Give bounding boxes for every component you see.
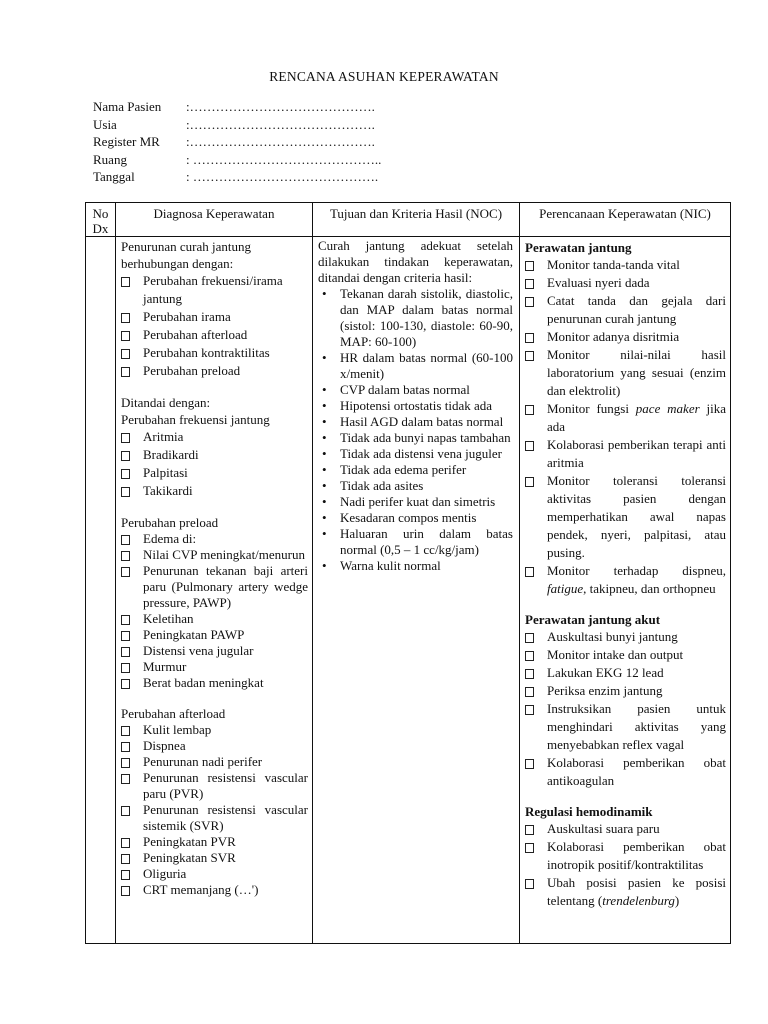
list-item	[318, 558, 513, 574]
item-text: Tidak ada edema perifer	[340, 462, 467, 477]
patient-info	[93, 98, 381, 186]
item-emphasis: pace maker	[635, 401, 700, 416]
group-title: Perubahan frekuensi jantung	[121, 412, 270, 427]
list-item	[121, 308, 308, 326]
list-item	[121, 362, 308, 380]
bullet-icon: •	[322, 446, 327, 461]
checkbox-icon	[525, 351, 534, 361]
info-value: : ……………………………………..	[186, 151, 382, 167]
care-plan-table	[85, 202, 731, 944]
item-text: Tekanan darah sistolik, diastolic, dan MAP dalam batas normal (sistol: 100-130, diastole: 60-90, MAP: 60-100)	[340, 286, 513, 349]
list-item	[121, 547, 308, 563]
item-text: Berat badan meningkat	[143, 675, 264, 690]
item-text: Hipotensi ortostatis tidak ada	[340, 398, 493, 413]
list-item	[525, 562, 726, 598]
info-row-nama	[93, 98, 381, 116]
item-text: Tidak ada distensi vena juguler	[340, 446, 502, 461]
list-item	[121, 834, 308, 850]
list-item	[525, 646, 726, 664]
item-text: Perubahan frekuensi/irama jantung	[143, 273, 283, 306]
list-item	[121, 722, 308, 738]
ditandai-label: Ditandai dengan:	[121, 395, 211, 410]
info-value: :…………………………………….	[186, 116, 375, 132]
header-nic: Perencanaan Keperawatan (NIC)	[520, 203, 731, 237]
list-item	[318, 398, 513, 414]
diagnosa-intro: berhubungan dengan:	[121, 256, 234, 271]
diagnosa-cell	[116, 237, 313, 944]
info-label: Ruang	[93, 151, 127, 167]
info-row-register	[93, 133, 381, 151]
bullet-icon: •	[322, 286, 327, 301]
group3-list	[121, 722, 308, 898]
no-dx-cell	[86, 237, 116, 944]
item-text: )	[674, 893, 680, 908]
noc-intro: Curah jantung adekuat setelah dilakukan tindakan keperawatan, ditandai dengan criteria hasil:	[318, 238, 513, 285]
list-item	[525, 436, 726, 472]
list-item	[121, 563, 308, 611]
info-label: Usia	[93, 116, 117, 132]
item-text: Perubahan afterload	[143, 327, 248, 342]
checkbox-icon	[121, 567, 130, 577]
list-item	[318, 430, 513, 446]
item-text: Kulit lembap	[143, 722, 212, 737]
header-noc: Tujuan dan Kriteria Hasil (NOC)	[313, 203, 520, 237]
checkbox-icon	[121, 886, 130, 896]
item-text: Oliguria	[143, 866, 187, 881]
nic-s3-list	[525, 820, 726, 874]
checkbox-icon	[525, 567, 534, 577]
list-item	[525, 682, 726, 700]
checkbox-icon	[525, 651, 534, 661]
list-item	[525, 292, 726, 328]
item-text: Perubahan kontraktilitas	[143, 345, 270, 360]
list-item	[121, 272, 308, 308]
checkbox-icon	[525, 297, 534, 307]
item-text: Evaluasi nyeri dada	[547, 275, 650, 290]
list-item	[121, 464, 308, 482]
item-text: Monitor fungsi	[547, 401, 636, 416]
checkbox-icon	[525, 279, 534, 289]
list-item	[121, 770, 308, 802]
list-item	[121, 802, 308, 834]
list-item	[525, 274, 726, 292]
nic-s2-list	[525, 628, 726, 790]
checkbox-icon	[121, 433, 130, 443]
section-title: Perawatan jantung akut	[525, 612, 661, 627]
bullet-icon: •	[322, 350, 327, 365]
list-item	[318, 526, 513, 558]
list-item	[525, 256, 726, 274]
table-header-row	[86, 203, 731, 237]
item-text: Penurunan resistensi vascular paru (PVR)	[143, 770, 308, 801]
item-text: Peningkatan SVR	[143, 850, 236, 865]
item-text: CRT memanjang (…')	[143, 882, 259, 897]
checkbox-icon	[121, 854, 130, 864]
document-title: RENCANA ASUHAN KEPERAWATAN	[269, 69, 499, 84]
item-text: Monitor tanda-tanda vital	[547, 257, 680, 272]
item-emphasis: trendelenburg	[602, 893, 675, 908]
noc-cell	[313, 237, 520, 944]
item-text: Peningkatan PAWP	[143, 627, 245, 642]
item-text: Perubahan preload	[143, 363, 241, 378]
item-text: Perubahan irama	[143, 309, 231, 324]
checkbox-icon	[121, 615, 130, 625]
item-text: Peningkatan PVR	[143, 834, 236, 849]
item-text: Monitor adanya disritmia	[547, 329, 680, 344]
item-text: Dispnea	[143, 738, 186, 753]
checkbox-icon	[525, 333, 534, 343]
item-text: CVP dalam batas normal	[340, 382, 470, 397]
item-text: Ubah posisi pasien ke posisi telentang (	[547, 875, 726, 908]
list-item	[121, 675, 308, 691]
info-value: :…………………………………….	[186, 99, 375, 114]
bullet-icon: •	[322, 526, 327, 541]
list-item	[121, 754, 308, 770]
checkbox-icon	[121, 631, 130, 641]
item-text: Kolaborasi pemberikan obat antikoagulan	[547, 755, 726, 788]
list-item	[525, 820, 726, 838]
item-text: Penurunan resistensi vascular sistemik (SVR)	[143, 802, 308, 833]
item-text: Nilai CVP meningkat/menurun	[143, 547, 305, 562]
header-no-dx: No Dx	[86, 203, 116, 237]
checkbox-icon	[121, 663, 130, 673]
list-item	[121, 531, 308, 547]
checkbox-icon	[121, 367, 130, 377]
item-text: Keletihan	[143, 611, 194, 626]
item-text: Palpitasi	[143, 465, 188, 480]
item-text: Takikardi	[143, 483, 193, 498]
list-item	[318, 478, 513, 494]
list-item	[525, 874, 726, 910]
list-item	[525, 664, 726, 682]
item-text: Instruksikan pasien untuk menghindari aktivitas yang menyebabkan reflex vagal	[547, 701, 726, 752]
checkbox-icon	[121, 774, 130, 784]
section-title: Regulasi hemodinamik	[525, 804, 653, 819]
item-text: Kolaborasi pemberikan obat inotropik positif/kontraktilitas	[547, 839, 726, 872]
checkbox-icon	[121, 870, 130, 880]
checkbox-icon	[525, 759, 534, 769]
list-item	[121, 344, 308, 362]
list-item	[121, 738, 308, 754]
diagnosa-intro: Penurunan curah jantung	[121, 239, 251, 254]
info-row-usia	[93, 116, 381, 134]
list-item	[525, 400, 726, 436]
checkbox-icon	[121, 806, 130, 816]
info-value: : …………………………………….	[186, 169, 379, 184]
item-text: Edema di:	[143, 531, 197, 546]
checkbox-icon	[121, 535, 130, 545]
item-text: Monitor terhadap dispneu,	[547, 563, 726, 578]
checkbox-icon	[121, 838, 130, 848]
list-item	[318, 350, 513, 382]
item-text: Kolaborasi pemberikan terapi anti aritmia	[547, 437, 726, 470]
item-text: Tidak ada bunyi napas tambahan	[340, 430, 511, 445]
list-item	[525, 754, 726, 790]
checkbox-icon	[121, 551, 130, 561]
info-label: Nama Pasien	[93, 99, 162, 114]
checkbox-icon	[525, 843, 534, 853]
nic-cell	[520, 237, 731, 944]
bullet-icon: •	[322, 430, 327, 445]
item-text: Monitor intake dan output	[547, 647, 684, 662]
list-item	[121, 611, 308, 627]
checkbox-icon	[525, 705, 534, 715]
group2-list	[121, 531, 308, 691]
checkbox-icon	[525, 261, 534, 271]
list-item	[318, 494, 513, 510]
info-label: Tanggal	[93, 169, 135, 184]
bullet-icon: •	[322, 414, 327, 429]
checkbox-icon	[525, 633, 534, 643]
item-text: HR dalam batas normal (60-100 x/menit)	[340, 350, 513, 381]
noc-list	[318, 286, 513, 574]
list-item	[525, 628, 726, 646]
list-item	[525, 838, 726, 874]
item-text: jika ada	[547, 401, 727, 434]
group1-list	[121, 428, 308, 500]
list-item	[318, 286, 513, 350]
list-item	[121, 866, 308, 882]
list-item	[318, 462, 513, 478]
info-row-ruang	[93, 151, 381, 169]
item-text: Haluaran urin dalam batas normal (0,5 – 1 cc/kg/jam)	[340, 526, 513, 557]
item-text: Tidak ada asites	[340, 478, 424, 493]
checkbox-icon	[121, 647, 130, 657]
list-item	[318, 414, 513, 430]
list-item	[318, 382, 513, 398]
item-text: Lakukan EKG 12 lead	[547, 665, 664, 680]
header-diagnosa: Diagnosa Keperawatan	[116, 203, 313, 237]
checkbox-icon	[525, 825, 534, 835]
checkbox-icon	[121, 277, 130, 287]
item-text: Periksa enzim jantung	[547, 683, 663, 698]
checkbox-icon	[121, 451, 130, 461]
checkbox-icon	[525, 669, 534, 679]
list-item	[121, 446, 308, 464]
bullet-icon: •	[322, 510, 327, 525]
item-text: Kesadaran compos mentis	[340, 510, 477, 525]
list-item	[525, 700, 726, 754]
item-text: Hasil AGD dalam batas normal	[340, 414, 504, 429]
checkbox-icon	[121, 487, 130, 497]
item-text: Monitor toleransi toleransi aktivitas pasien dengan memperhatikan awal napas pendek, nyeri, palpitasi, atau pusing.	[547, 473, 726, 560]
item-text: Penurunan nadi perifer	[143, 754, 263, 769]
checkbox-icon	[525, 441, 534, 451]
list-item	[121, 428, 308, 446]
item-text: , takipneu, dan orthopneu	[583, 581, 716, 596]
item-emphasis: fatigue	[547, 581, 584, 596]
list-item	[121, 882, 308, 898]
bullet-icon: •	[322, 462, 327, 477]
info-label: Register MR	[93, 134, 160, 149]
list-item	[121, 482, 308, 500]
item-text: Penurunan tekanan baji arteri paru (Pulmonary artery wedge pressure, PAWP)	[143, 563, 308, 610]
item-text: Aritmia	[143, 429, 184, 444]
item-text: Auskultasi bunyi jantung	[547, 629, 678, 644]
table-row	[86, 237, 731, 944]
info-row-tanggal	[93, 168, 381, 186]
checkbox-icon	[121, 758, 130, 768]
checkbox-icon	[121, 331, 130, 341]
checkbox-icon	[121, 349, 130, 359]
item-text: Murmur	[143, 659, 187, 674]
nic-s1-list	[525, 256, 726, 400]
bullet-icon: •	[322, 382, 327, 397]
list-item	[525, 346, 726, 400]
item-text: Monitor nilai-nilai hasil laboratorium yang sesuai (enzim dan elektrolit)	[547, 347, 726, 398]
item-text: Catat tanda dan gejala dari penurunan curah jantung	[547, 293, 726, 326]
list-item	[318, 510, 513, 526]
item-text: Warna kulit normal	[340, 558, 441, 573]
list-item	[318, 446, 513, 462]
bullet-icon: •	[322, 398, 327, 413]
list-item	[121, 850, 308, 866]
checkbox-icon	[121, 469, 130, 479]
info-value: :…………………………………….	[186, 134, 375, 149]
bullet-icon: •	[322, 558, 327, 573]
section-title: Perawatan jantung	[525, 240, 632, 255]
checkbox-icon	[525, 687, 534, 697]
group-title: Perubahan afterload	[121, 706, 226, 721]
checkbox-icon	[121, 679, 130, 689]
causes-list	[121, 272, 308, 380]
checkbox-icon	[121, 726, 130, 736]
list-item	[121, 326, 308, 344]
item-text: Distensi vena jugular	[143, 643, 254, 658]
bullet-icon: •	[322, 478, 327, 493]
checkbox-icon	[525, 405, 534, 415]
list-item	[121, 627, 308, 643]
group-title: Perubahan preload	[121, 515, 219, 530]
list-item	[525, 328, 726, 346]
list-item	[121, 643, 308, 659]
item-text: Nadi perifer kuat dan simetris	[340, 494, 496, 509]
checkbox-icon	[525, 477, 534, 487]
bullet-icon: •	[322, 494, 327, 509]
checkbox-icon	[121, 313, 130, 323]
item-text: Auskultasi suara paru	[547, 821, 660, 836]
checkbox-icon	[121, 742, 130, 752]
list-item	[121, 659, 308, 675]
item-text: Bradikardi	[143, 447, 199, 462]
checkbox-icon	[525, 879, 534, 889]
list-item	[525, 472, 726, 562]
nic-s1b-list	[525, 436, 726, 562]
